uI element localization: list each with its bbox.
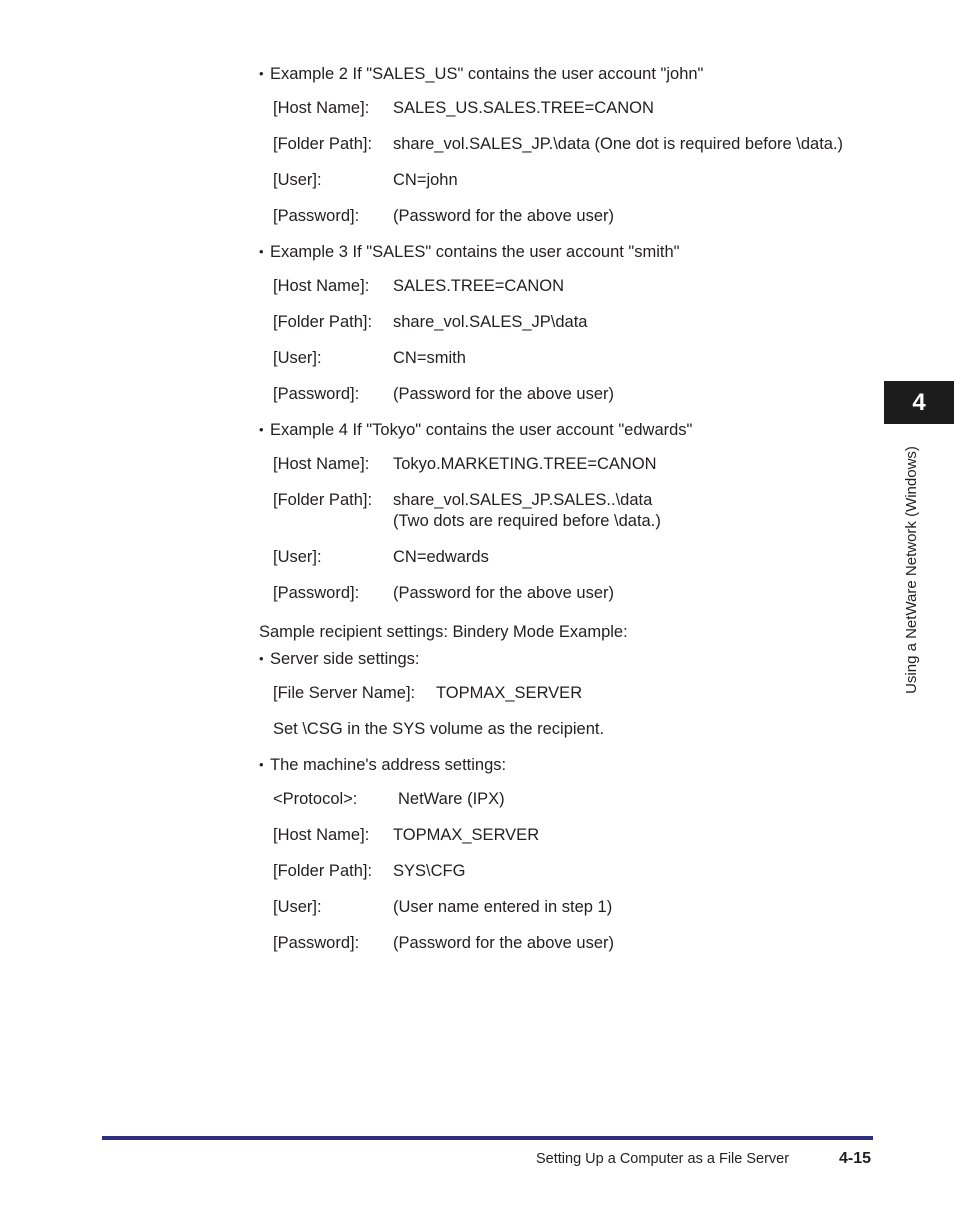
example3-user-label: [User]: xyxy=(273,349,322,367)
chapter-title-vertical: Using a NetWare Network (Windows) xyxy=(903,446,920,694)
protocol-label: <Protocol>: xyxy=(273,790,358,808)
example4-host-value: Tokyo.MARKETING.TREE=CANON xyxy=(393,455,657,473)
chapter-number-tab: 4 xyxy=(884,381,954,424)
example2-user-value: CN=john xyxy=(393,171,458,189)
file-server-value: TOPMAX_SERVER xyxy=(436,684,583,702)
example4-password-label: [Password]: xyxy=(273,584,360,602)
example2-folder-value: share_vol.SALES_JP.\data (One dot is required before \data.) xyxy=(393,135,844,153)
example2-user-label: [User]: xyxy=(273,171,322,189)
example2-host-value: SALES_US.SALES.TREE=CANON xyxy=(393,99,654,117)
example4-folder-label: [Folder Path]: xyxy=(273,491,373,509)
example2-host-label: [Host Name]: xyxy=(273,99,370,117)
example4-heading: • Example 4 If "Tokyo" contains the user account "edwards" xyxy=(270,420,692,440)
example2-password-label: [Password]: xyxy=(273,207,360,225)
example4-folder-value: share_vol.SALES_JP.SALES..\data xyxy=(393,491,653,509)
footer-rule xyxy=(102,1136,873,1140)
example4-user-value: CN=edwards xyxy=(393,548,489,566)
example3-password-value: (Password for the above user) xyxy=(393,385,615,403)
example3-user-value: CN=smith xyxy=(393,349,466,367)
example4-folder-note: (Two dots are required before \data.) xyxy=(393,512,661,530)
example4-password-value: (Password for the above user) xyxy=(393,584,615,602)
machine-address-bullet: • The machine's address settings: xyxy=(270,755,506,775)
bindery-folder-label: [Folder Path]: xyxy=(273,862,373,880)
set-note: Set \CSG in the SYS volume as the recipient. xyxy=(273,720,605,738)
page-number: 4-15 xyxy=(839,1150,872,1167)
example4-host-label: [Host Name]: xyxy=(273,455,370,473)
example3-folder-label: [Folder Path]: xyxy=(273,313,373,331)
example2-password-value: (Password for the above user) xyxy=(393,207,615,225)
bindery-folder-value: SYS\CFG xyxy=(393,862,466,880)
bindery-host-value: TOPMAX_SERVER xyxy=(393,826,540,844)
footer-section-title: Setting Up a Computer as a File Server xyxy=(536,1151,790,1167)
bindery-user-value: (User name entered in step 1) xyxy=(393,898,613,916)
bindery-password-label: [Password]: xyxy=(273,934,360,952)
example3-host-value: SALES.TREE=CANON xyxy=(393,277,565,295)
example3-heading: • Example 3 If "SALES" contains the user account "smith" xyxy=(270,242,680,262)
example3-host-label: [Host Name]: xyxy=(273,277,370,295)
bindery-host-label: [Host Name]: xyxy=(273,826,370,844)
bindery-heading: Sample recipient settings: Bindery Mode Example: xyxy=(259,623,628,641)
example2-heading: • Example 2 If "SALES_US" contains the user account "john" xyxy=(270,64,703,84)
bindery-user-label: [User]: xyxy=(273,898,322,916)
server-side-bullet: • Server side settings: xyxy=(270,649,419,669)
example3-password-label: [Password]: xyxy=(273,385,360,403)
bindery-password-value: (Password for the above user) xyxy=(393,934,615,952)
example4-user-label: [User]: xyxy=(273,548,322,566)
file-server-label: [File Server Name]: xyxy=(273,684,416,702)
protocol-value: NetWare (IPX) xyxy=(398,790,505,808)
example3-folder-value: share_vol.SALES_JP\data xyxy=(393,313,588,331)
example2-folder-label: [Folder Path]: xyxy=(273,135,373,153)
